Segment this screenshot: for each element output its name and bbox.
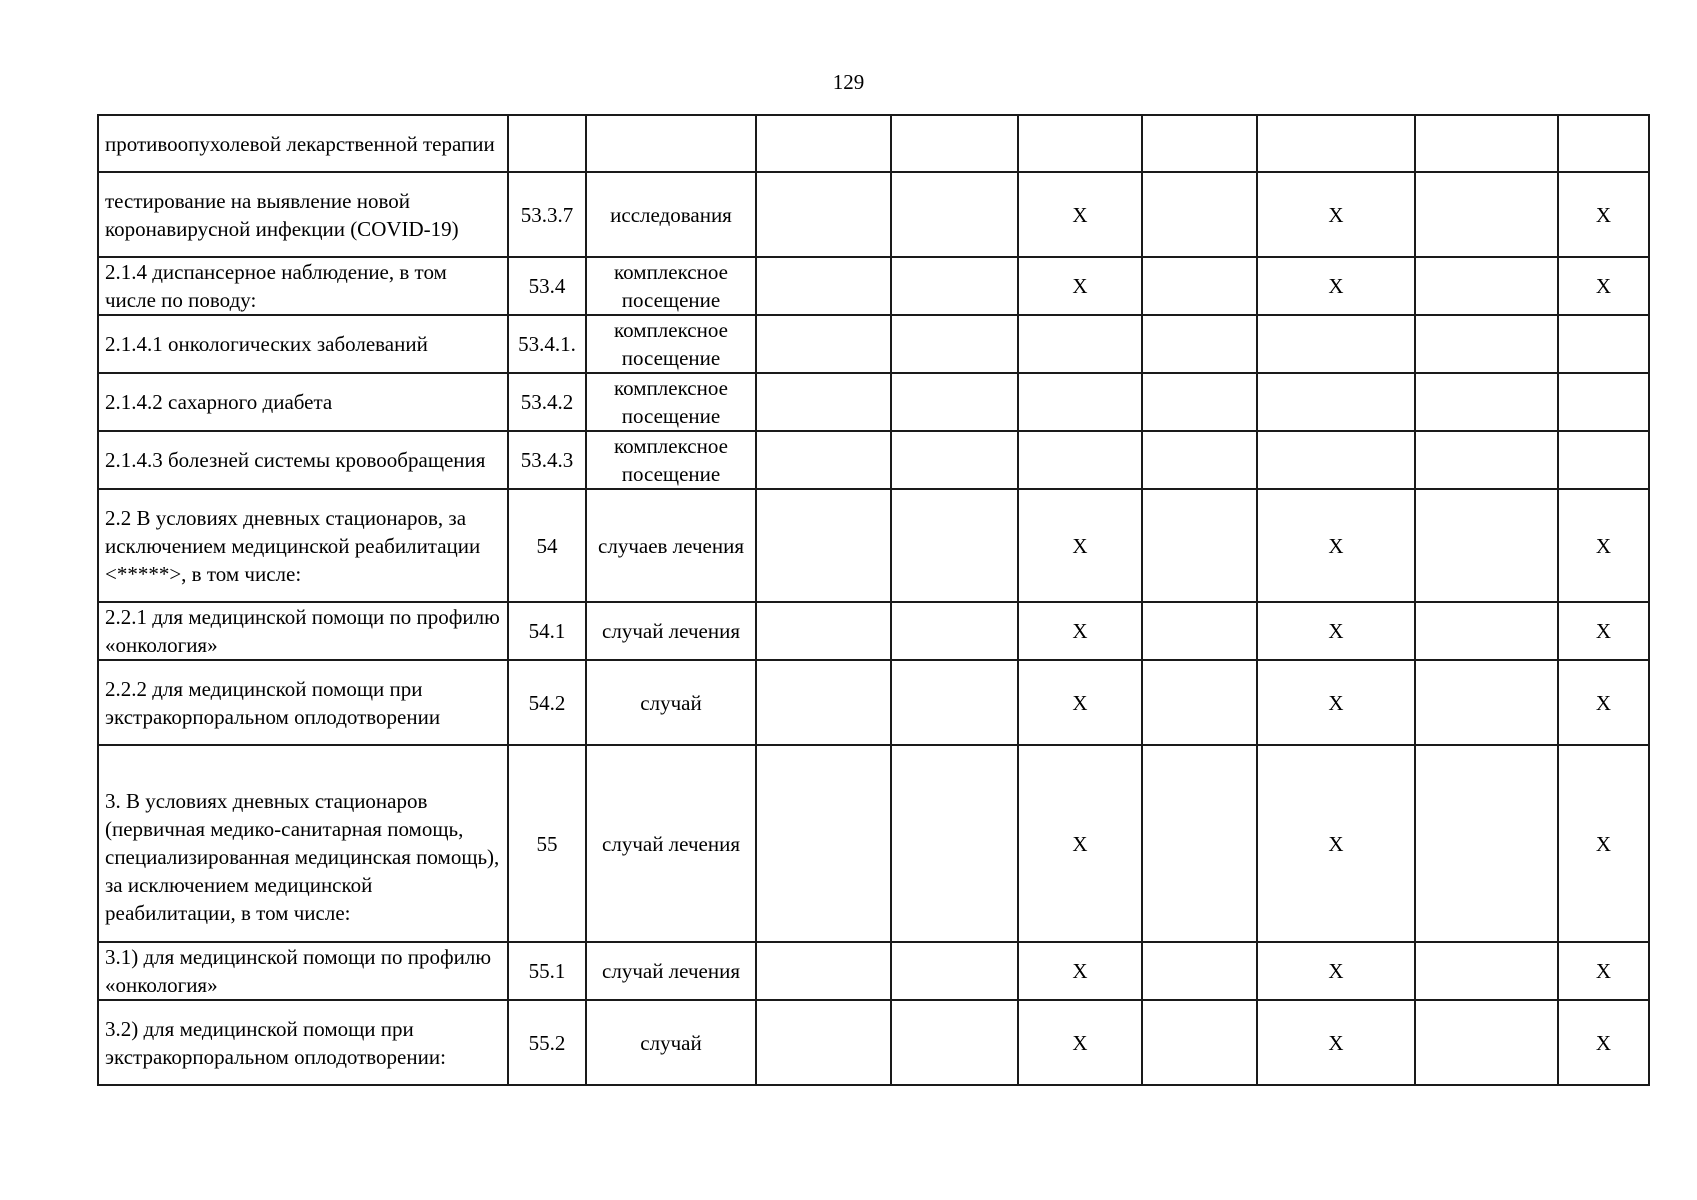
value-cell	[1142, 115, 1257, 172]
x-mark-cell: X	[1558, 1000, 1649, 1085]
row-name-cell: 3.2) для медицинской помощи при экстракорпоральном оплодотворении:	[98, 1000, 508, 1085]
x-mark-cell: X	[1018, 745, 1142, 942]
value-cell	[1415, 602, 1558, 660]
table-row	[98, 660, 1649, 745]
row-unit-cell: комплексное посещение	[586, 373, 756, 431]
row-unit-cell: случай лечения	[586, 745, 756, 942]
value-cell	[891, 172, 1018, 257]
value-cell	[1558, 315, 1649, 373]
row-name-cell: 2.1.4.2 сахарного диабета	[98, 373, 508, 431]
table-row	[98, 315, 1649, 373]
value-cell	[891, 489, 1018, 602]
table-row	[98, 942, 1649, 1000]
table-row	[98, 489, 1649, 602]
value-cell	[1142, 431, 1257, 489]
row-code-cell: 54.1	[508, 602, 586, 660]
value-cell	[756, 660, 891, 745]
row-unit-cell: комплексное посещение	[586, 315, 756, 373]
x-mark-cell: X	[1257, 257, 1415, 315]
row-name-cell: 2.2.2 для медицинской помощи при экстракорпоральном оплодотворении	[98, 660, 508, 745]
row-unit-cell: случаев лечения	[586, 489, 756, 602]
row-name-cell: 2.2.1 для медицинской помощи по профилю «онкология»	[98, 602, 508, 660]
value-cell	[891, 745, 1018, 942]
value-cell	[1415, 315, 1558, 373]
value-cell	[1415, 942, 1558, 1000]
value-cell	[891, 660, 1018, 745]
table-row	[98, 431, 1649, 489]
value-cell	[891, 257, 1018, 315]
value-cell	[1018, 373, 1142, 431]
table-row	[98, 745, 1649, 942]
data-table	[97, 114, 1650, 1086]
row-unit-cell: исследования	[586, 172, 756, 257]
row-unit-cell: случай	[586, 1000, 756, 1085]
row-code-cell: 53.3.7	[508, 172, 586, 257]
x-mark-cell: X	[1257, 489, 1415, 602]
value-cell	[1018, 431, 1142, 489]
value-cell	[891, 942, 1018, 1000]
x-mark-cell: X	[1018, 257, 1142, 315]
row-code-cell: 55	[508, 745, 586, 942]
value-cell	[1415, 373, 1558, 431]
value-cell	[756, 1000, 891, 1085]
row-unit-cell	[586, 115, 756, 172]
value-cell	[1142, 489, 1257, 602]
value-cell	[1558, 373, 1649, 431]
x-mark-cell: X	[1257, 745, 1415, 942]
row-name-cell: 2.1.4 диспансерное наблюдение, в том числе по поводу:	[98, 257, 508, 315]
value-cell	[1558, 115, 1649, 172]
x-mark-cell: X	[1558, 172, 1649, 257]
value-cell	[891, 431, 1018, 489]
table-row	[98, 172, 1649, 257]
value-cell	[1415, 115, 1558, 172]
x-mark-cell: X	[1558, 942, 1649, 1000]
value-cell	[1018, 115, 1142, 172]
value-cell	[1415, 489, 1558, 602]
value-cell	[1142, 942, 1257, 1000]
x-mark-cell: X	[1558, 257, 1649, 315]
value-cell	[756, 115, 891, 172]
value-cell	[756, 315, 891, 373]
value-cell	[1415, 172, 1558, 257]
value-cell	[1142, 315, 1257, 373]
row-code-cell: 55.1	[508, 942, 586, 1000]
x-mark-cell: X	[1018, 942, 1142, 1000]
value-cell	[1142, 660, 1257, 745]
value-cell	[1142, 602, 1257, 660]
value-cell	[1415, 431, 1558, 489]
value-cell	[1257, 115, 1415, 172]
row-unit-cell: случай лечения	[586, 602, 756, 660]
x-mark-cell: X	[1257, 1000, 1415, 1085]
value-cell	[1142, 745, 1257, 942]
row-code-cell: 54.2	[508, 660, 586, 745]
x-mark-cell: X	[1558, 660, 1649, 745]
value-cell	[1558, 431, 1649, 489]
x-mark-cell: X	[1558, 602, 1649, 660]
value-cell	[891, 602, 1018, 660]
x-mark-cell: X	[1257, 660, 1415, 745]
row-name-cell: 2.1.4.3 болезней системы кровообращения	[98, 431, 508, 489]
row-unit-cell: случай лечения	[586, 942, 756, 1000]
row-name-cell: 3.1) для медицинской помощи по профилю «онкология»	[98, 942, 508, 1000]
row-name-cell: 2.2 В условиях дневных стационаров, за исключением медицинской реабилитации <*****>, в том числе:	[98, 489, 508, 602]
table-row	[98, 1000, 1649, 1085]
row-code-cell: 53.4.3	[508, 431, 586, 489]
value-cell	[1142, 1000, 1257, 1085]
value-cell	[756, 489, 891, 602]
table-row	[98, 115, 1649, 172]
row-unit-cell: случай	[586, 660, 756, 745]
x-mark-cell: X	[1257, 602, 1415, 660]
value-cell	[1142, 172, 1257, 257]
row-code-cell: 53.4	[508, 257, 586, 315]
value-cell	[756, 172, 891, 257]
table-row	[98, 602, 1649, 660]
value-cell	[1415, 1000, 1558, 1085]
value-cell	[756, 602, 891, 660]
x-mark-cell: X	[1018, 1000, 1142, 1085]
row-code-cell: 55.2	[508, 1000, 586, 1085]
value-cell	[1415, 660, 1558, 745]
row-name-cell: тестирование на выявление новой коронавирусной инфекции (COVID-19)	[98, 172, 508, 257]
row-unit-cell: комплексное посещение	[586, 257, 756, 315]
value-cell	[756, 373, 891, 431]
row-code-cell: 53.4.2	[508, 373, 586, 431]
value-cell	[1415, 257, 1558, 315]
value-cell	[891, 373, 1018, 431]
value-cell	[891, 115, 1018, 172]
value-cell	[756, 942, 891, 1000]
value-cell	[1142, 373, 1257, 431]
value-cell	[756, 257, 891, 315]
x-mark-cell: X	[1018, 602, 1142, 660]
value-cell	[756, 745, 891, 942]
row-code-cell: 53.4.1.	[508, 315, 586, 373]
table-body	[98, 115, 1649, 1085]
row-name-cell: 2.1.4.1 онкологических заболеваний	[98, 315, 508, 373]
table-row	[98, 373, 1649, 431]
row-code-cell	[508, 115, 586, 172]
x-mark-cell: X	[1018, 660, 1142, 745]
value-cell	[1415, 745, 1558, 942]
table-row	[98, 257, 1649, 315]
value-cell	[1257, 431, 1415, 489]
x-mark-cell: X	[1018, 489, 1142, 602]
page-number: 129	[832, 70, 865, 94]
x-mark-cell: X	[1018, 172, 1142, 257]
value-cell	[1018, 315, 1142, 373]
x-mark-cell: X	[1257, 172, 1415, 257]
row-name-cell: 3. В условиях дневных стационаров (первичная медико-санитарная помощь, специализированная медицинская помощь), за исключением медицинской реабилитации, в том числе:	[98, 745, 508, 942]
row-unit-cell: комплексное посещение	[586, 431, 756, 489]
value-cell	[756, 431, 891, 489]
x-mark-cell: X	[1558, 745, 1649, 942]
value-cell	[1257, 315, 1415, 373]
x-mark-cell: X	[1257, 942, 1415, 1000]
x-mark-cell: X	[1558, 489, 1649, 602]
value-cell	[1142, 257, 1257, 315]
row-name-cell: противоопухолевой лекарственной терапии	[98, 115, 508, 172]
value-cell	[891, 315, 1018, 373]
value-cell	[891, 1000, 1018, 1085]
value-cell	[1257, 373, 1415, 431]
row-code-cell: 54	[508, 489, 586, 602]
